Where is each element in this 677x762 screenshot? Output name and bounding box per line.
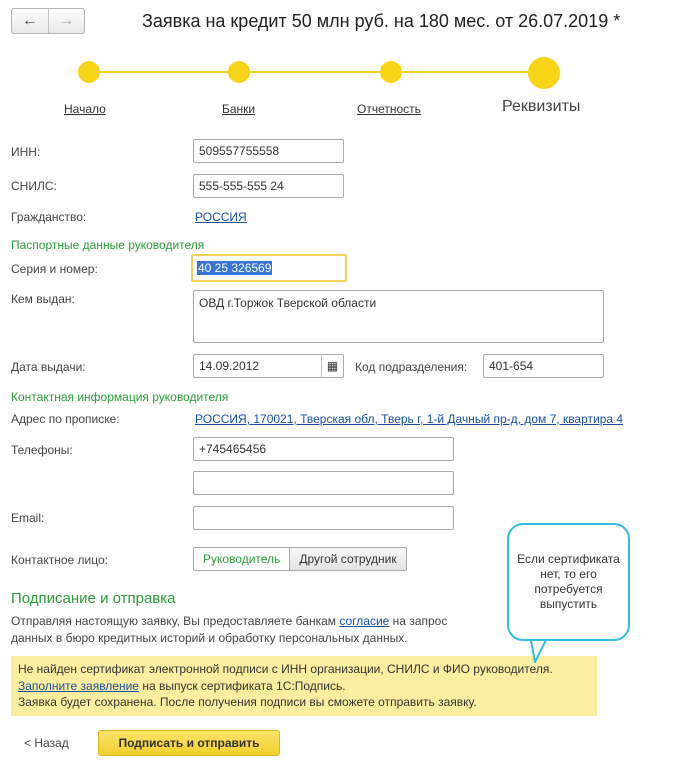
phones-label: Телефоны: [11, 443, 73, 457]
back-button[interactable]: < Назад [24, 736, 69, 750]
warning-line-3: Заявка будет сохранена. После получения подписи вы сможете отправить заявку. [18, 695, 477, 709]
issue-date-label: Дата выдачи: [11, 360, 86, 374]
certificate-warning [11, 656, 597, 716]
address-label: Адрес по прописке: [11, 412, 120, 426]
callout-text: Если сертификата нет, то его потребуется выпустить [517, 552, 620, 611]
series-input[interactable] [191, 254, 347, 282]
series-selected-text: 40 25 326569 [198, 261, 272, 275]
step-start[interactable]: Начало [64, 102, 106, 116]
passport-section-title: Паспортные данные руководителя [11, 238, 205, 252]
email-input[interactable] [193, 506, 454, 530]
stepper-line [89, 71, 544, 73]
contact-option-other-employee[interactable]: Другой сотрудник [290, 548, 405, 570]
warning-line-2 [18, 678, 590, 695]
address-link[interactable]: РОССИЯ, 170021, Тверская обл, Тверь г, 1-й Дачный пр-д, дом 7, квартира 4 [195, 412, 624, 426]
issued-by-label: Кем выдан: [11, 292, 75, 306]
contact-person-toggle [193, 547, 407, 571]
contact-person-label: Контактное лицо: [11, 553, 108, 567]
warning-line-1: Не найден сертификат электронной подписи с ИНН организации, СНИЛС и ФИО руководителя. [18, 662, 553, 676]
page-title: Заявка на кредит 50 млн руб. на 180 мес. от 26.07.2019 * [142, 11, 621, 31]
signing-text [11, 613, 481, 647]
dept-code-label: Код подразделения: [355, 360, 468, 374]
warning-line-2-rest: на выпуск сертификата 1С:Подпись. [138, 678, 346, 693]
citizenship-label: Гражданство: [11, 210, 87, 224]
step-banks[interactable]: Банки [222, 102, 256, 116]
step-dot-start [78, 61, 100, 83]
issue-date-value: 14.09.2012 [199, 359, 260, 373]
inn-input[interactable]: 509557755558 [193, 139, 344, 163]
back-arrow-icon[interactable]: ← [12, 9, 49, 33]
sign-and-send-button[interactable]: Подписать и отправить [98, 730, 280, 756]
step-details-current: Реквизиты [502, 98, 581, 115]
inn-label: ИНН: [11, 145, 41, 159]
forward-arrow-icon[interactable]: → [58, 12, 75, 29]
snils-label: СНИЛС: [11, 179, 57, 193]
phone-input-2[interactable] [193, 471, 454, 495]
step-reports[interactable]: Отчетность [357, 102, 421, 116]
phone-input-1[interactable]: +745465456 [193, 437, 454, 461]
step-dot-details-current [528, 57, 560, 89]
contact-section-title: Контактная информация руководителя [11, 390, 229, 404]
calendar-icon[interactable]: ▦ [321, 354, 343, 378]
issued-by-textarea[interactable]: ОВД г.Торжок Тверской области [193, 290, 604, 343]
consent-link[interactable]: согласие [339, 614, 390, 628]
signing-heading: Подписание и отправка [11, 590, 176, 607]
email-label: Email: [11, 511, 45, 525]
snils-input[interactable]: 555-555-555 24 [193, 174, 344, 198]
fill-application-link[interactable]: Заполните заявление [18, 678, 139, 693]
issue-date-input[interactable] [193, 354, 344, 378]
series-label: Серия и номер: [11, 262, 98, 276]
signing-text-after: на запрос данных в бюро кредитных историй и обработку персональных данных. [11, 614, 448, 645]
callout-bubble [507, 523, 630, 641]
citizenship-link[interactable]: РОССИЯ [195, 210, 247, 224]
navigation-buttons [11, 8, 85, 34]
contact-option-director[interactable]: Руководитель [194, 548, 290, 570]
signing-text-before: Отправляя настоящую заявку, Вы предоставляете банкам [11, 614, 340, 628]
dept-code-input[interactable]: 401-654 [483, 354, 604, 378]
step-dot-reports [380, 61, 402, 83]
step-dot-banks [228, 61, 250, 83]
